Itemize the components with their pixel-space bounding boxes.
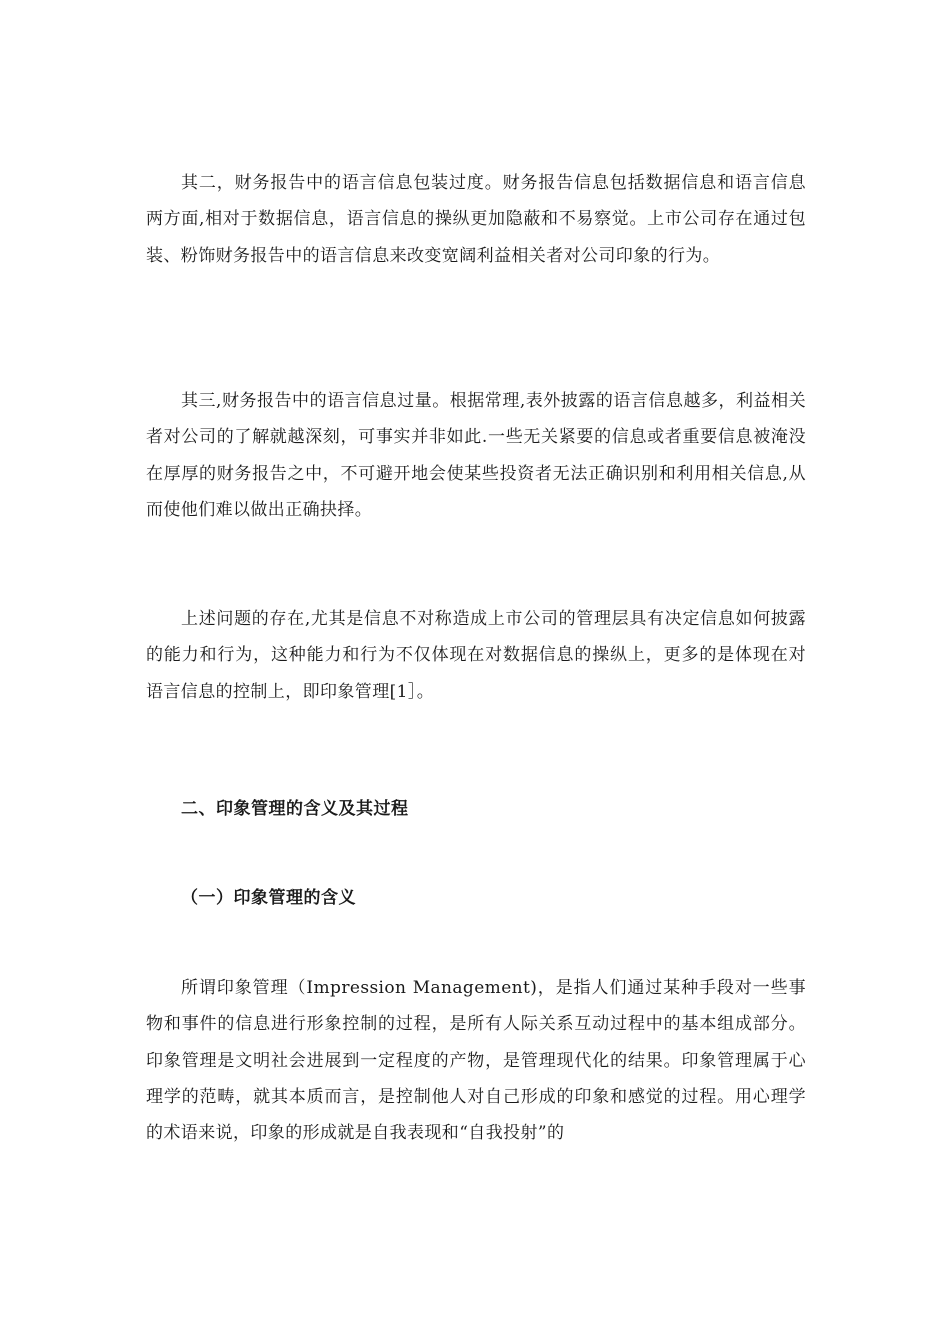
paragraph-language-overpackaging: 其二，财务报告中的语言信息包装过度。财务报告信息包括数据信息和语言信息两方面,相对于数据信息，语言信息的操纵更加隐蔽和不易察觉。上市公司存在通过包装、粉饰财务报告中的语言信息来改变宽阔利益相关者对公司印象的行为。 [146,173,806,266]
paragraph-language-overload: 其三,财务报告中的语言信息过量。根据常理,表外披露的语言信息越多，利益相关者对公司的了解就越深刻，可事实并非如此.一些无关紧要的信息或者重要信息被淹没在厚厚的财务报告之中，不可避开地会使某些投资者无法正确识别和利用相关信息,从而使他们难以做出正确抉择。 [146,391,806,520]
subsection-heading: （一）印象管理的含义 [181,888,356,908]
section-heading: 二、印象管理的含义及其过程 [181,799,409,819]
paragraph-impression-management-intro: 上述问题的存在,尤其是信息不对称造成上市公司的管理层具有决定信息如何披露的能力和行为，这种能力和行为不仅体现在对数据信息的操纵上，更多的是体现在对语言信息的控制上，即印象管理[1］。 [146,609,806,702]
paragraph-impression-management-definition: 所谓印象管理（Impression Management)，是指人们通过某种手段对一些事物和事件的信息进行形象控制的过程，是所有人际关系互动过程中的基本组成部分。印象管理是文明社会进展到一定程度的产物，是管理现代化的结果。印象管理属于心理学的范畴，就其本质而言，是控制他人对自己形成的印象和感觉的过程。用心理学的术语来说，印象的形成就是自我表现和“自我投射”的 [146,978,806,1144]
